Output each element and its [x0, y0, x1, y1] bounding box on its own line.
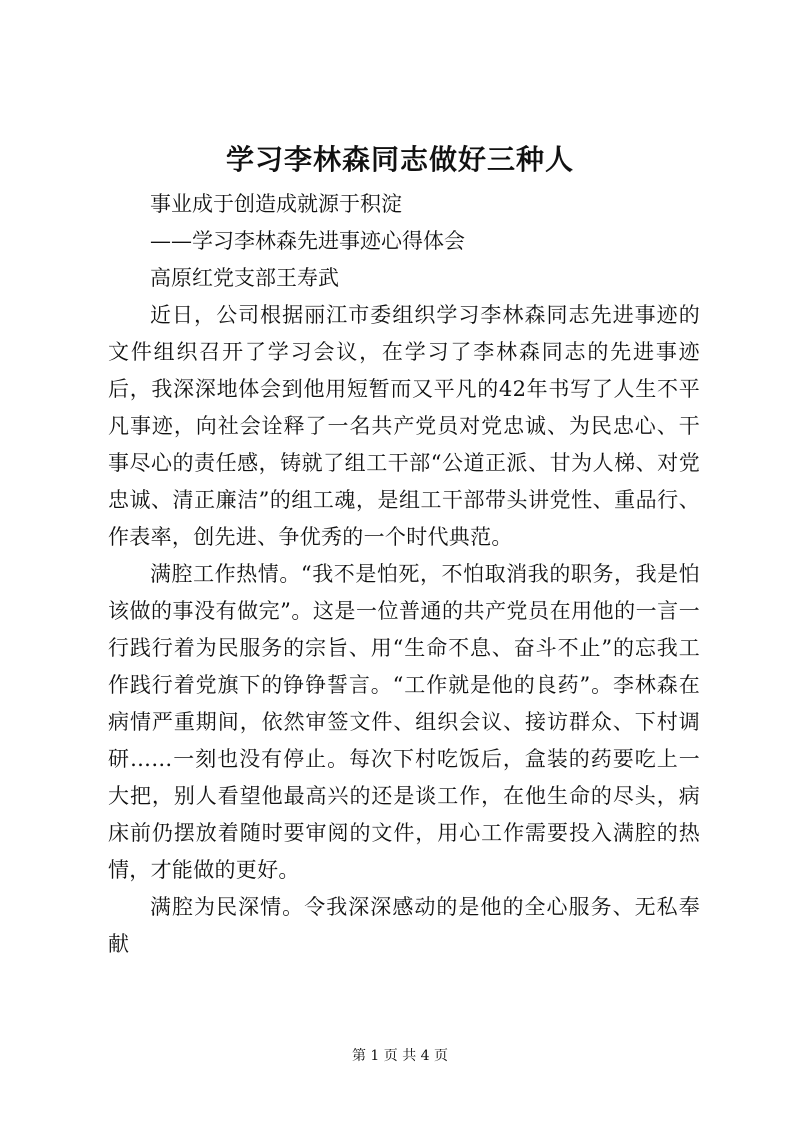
paragraph: 满腔为民深情。令我深深感动的是他的全心服务、无私奉献 [108, 895, 700, 956]
subtitle-line: 事业成于创造成就源于积淀 [150, 192, 402, 216]
subtitle-line: ——学习李林森先进事迹心得体会 [150, 229, 465, 253]
page-footer: 第 1 页 共 4 页 [351, 1048, 449, 1064]
paragraph: 满腔工作热情。“我不是怕死，不怕取消我的职务，我是怕该做的事没有做完”。这是一位普通的共产党员在用他的一言一行践行着为民服务的宗旨、用“生命不息、奋斗不止”的忘我工作践行着党旗下的铮铮誓言。“工作就是他的良药”。李林森在病情严重期间，依然审签文件、组织会议、接访群众、下村调研……一刻也没有停止。每次下村吃饭后，盒装的药要吃上一大把，别人看望他最高兴的还是谈工作，在他生命的尽头，病床前仍摆放着随时要审阅的文件，用心工作需要投入满腔的热情，才能做的更好。 [108, 562, 700, 882]
paragraph: 近日，公司根据丽江市委组织学习李林森同志先进事迹的文件组织召开了学习会议，在学习了李林森同志的先进事迹后，我深深地体会到他用短暂而又平凡的42年书写了人生不平凡事迹，向社会诠释了一名共产党员对党忠诚、为民忠心、干事尽心的责任感，铸就了组工干部“公道正派、甘为人梯、对党忠诚、清正廉洁”的组工魂，是组工干部带头讲党性、重品行、作表率，创先进、争优秀的一个时代典范。 [108, 303, 700, 549]
document-body [108, 186, 700, 963]
author-line: 高原红党支部王寿武 [150, 266, 339, 290]
document-title: 学习李林森同志做好三种人 [225, 143, 574, 176]
